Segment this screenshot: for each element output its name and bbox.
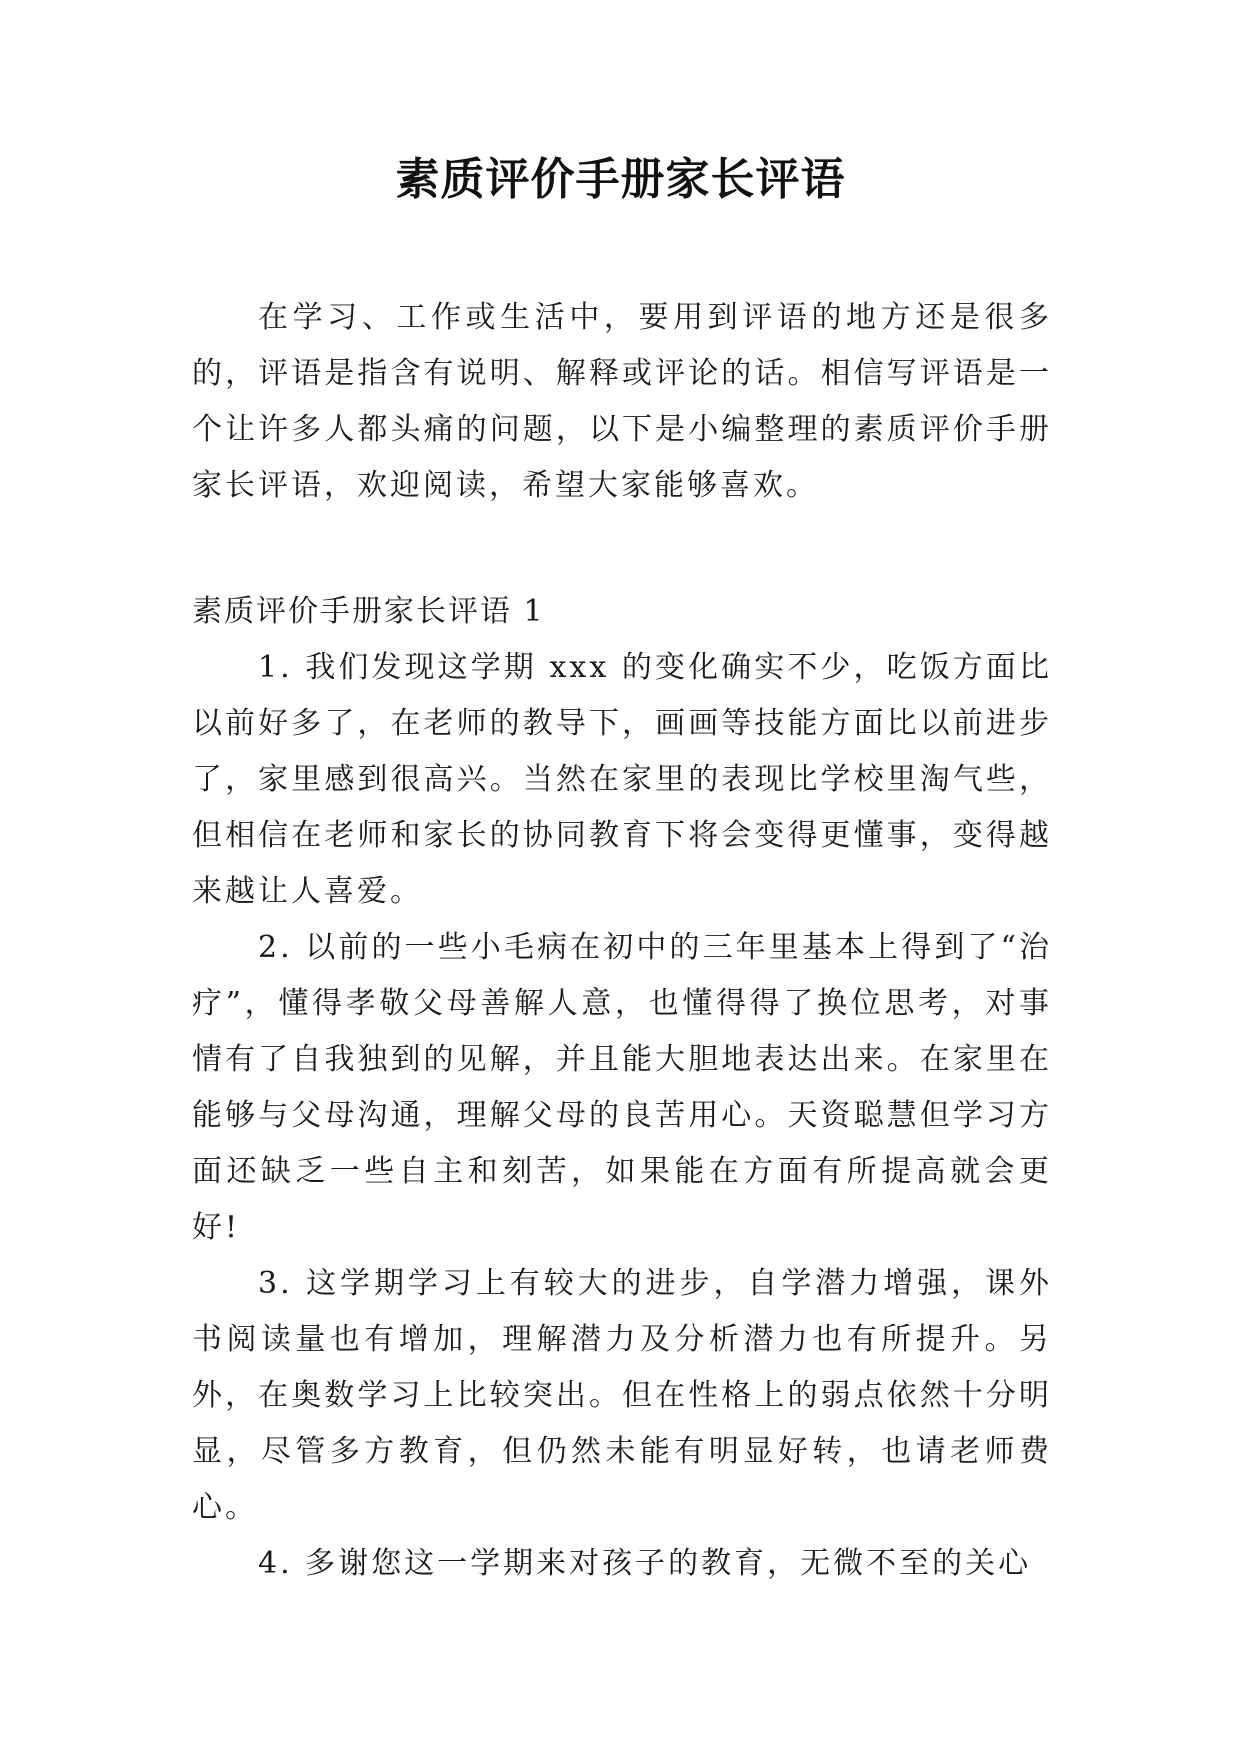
section-heading: 素质评价手册家长评语 1 (192, 594, 545, 629)
intro-paragraph: 在学习、工作或生活中，要用到评语的地方还是很多的，评语是指含有说明、解释或评论的话。相信写评语是一个让许多人都头痛的问题，以下是小编整理的素质评价手册家长评语，欢迎阅读，希望大家能够喜欢。 (192, 300, 1052, 503)
list-item: 1. 我们发现这学期 xxx 的变化确实不少，吃饭方面比以前好多了，在老师的教导下，画画等技能方面比以前进步了，家里感到很高兴。当然在家里的表现比学校里淘气些，但相信在老师和家长的协同教育下将会变得更懂事，变得越来越让人喜爱。 (192, 650, 1052, 909)
intro-section (192, 290, 1052, 514)
items-section (192, 640, 1052, 1592)
list-item: 4. 多谢您这一学期来对孩子的教育，无微不至的关心 (258, 1546, 1032, 1581)
list-item: 2. 以前的一些小毛病在初中的三年里基本上得到了“治疗”，懂得孝敬父母善解人意，也懂得得了换位思考，对事情有了自我独到的见解，并且能大胆地表达出来。在家里在能够与父母沟通，理解父母的良苦用心。天资聪慧但学习方面还缺乏一些自主和刻苦，如果能在方面有所提高就会更好! (192, 930, 1052, 1245)
document-title: 素质评价手册家长评语 (395, 154, 846, 205)
list-item: 3. 这学期学习上有较大的进步，自学潜力增强，课外书阅读量也有增加，理解潜力及分析潜力也有所提升。另外，在奥数学习上比较突出。但在性格上的弱点依然十分明显，尽管多方教育，但仍然未能有明显好转，也请老师费心。 (192, 1266, 1052, 1525)
